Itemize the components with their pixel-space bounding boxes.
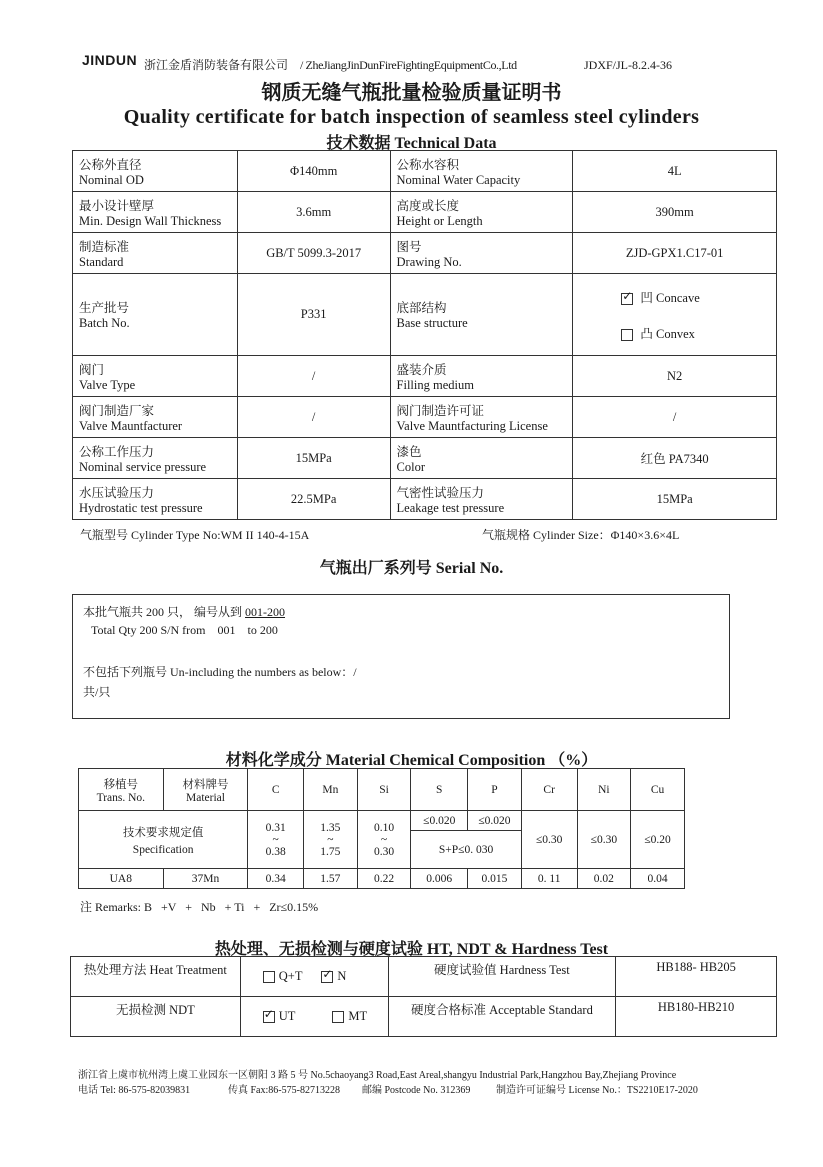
row-s: 0.006 bbox=[411, 869, 468, 889]
label-cn: 漆色 bbox=[396, 444, 422, 459]
label-en: Standard bbox=[79, 254, 124, 269]
title-en: Quality certificate for batch inspection of seamless steel cylinders bbox=[123, 106, 700, 128]
ht-title: 热处理、无损检测与硬度试验 HT, NDT & Hardness Test bbox=[214, 941, 609, 958]
serial-box bbox=[72, 594, 730, 719]
qt-option bbox=[263, 969, 303, 983]
serial-line-3: 不包括下列瓶号 Un-including the numbers as below：/ bbox=[83, 665, 357, 679]
tech-label-left bbox=[73, 151, 238, 192]
spec-si-min: 0.10 bbox=[373, 821, 395, 834]
tech-label-left bbox=[73, 397, 238, 438]
n-label: N bbox=[337, 969, 347, 983]
ndt-label: 无损检测 NDT bbox=[71, 997, 241, 1037]
tech-row bbox=[73, 438, 777, 479]
footer-tel: 电话 Tel: 86-575-82039831 bbox=[78, 1085, 191, 1096]
spec-c-tilde: ~ bbox=[272, 833, 279, 846]
label-cn: 公称水容积 bbox=[396, 157, 460, 172]
tech-label-right bbox=[390, 479, 573, 520]
tech-label-right bbox=[390, 356, 573, 397]
tech-value-left: / bbox=[237, 397, 390, 438]
ut-checkbox bbox=[263, 1011, 275, 1023]
serial-line-4: 共/只 bbox=[83, 685, 111, 699]
label-cn: 阀门 bbox=[79, 362, 105, 377]
qt-label: Q+T bbox=[278, 969, 303, 983]
tech-label-left bbox=[73, 479, 238, 520]
label-en: Filling medium bbox=[396, 377, 474, 392]
chem-title: 材料化学成分 Material Chemical Composition （%） bbox=[225, 752, 598, 769]
label-cn: 水压试验压力 bbox=[79, 485, 155, 500]
tech-value-left: GB/T 5099.3-2017 bbox=[237, 233, 390, 274]
header-cr: Cr bbox=[521, 769, 577, 811]
tech-row bbox=[73, 356, 777, 397]
convex-label: 凸 Convex bbox=[640, 326, 695, 341]
label-en: Valve Mauntfacturing License bbox=[396, 418, 548, 433]
tech-value-left: 3.6mm bbox=[237, 192, 390, 233]
label-cn: 底部结构 bbox=[396, 301, 447, 315]
spec-cn: 技术要求规定值 bbox=[122, 826, 204, 839]
label-en: Nominal Water Capacity bbox=[396, 172, 521, 187]
label-en: Drawing No. bbox=[396, 254, 462, 269]
spec-cr: ≤0.30 bbox=[521, 811, 577, 869]
convex-option bbox=[579, 324, 770, 342]
tech-value-right: 15MPa bbox=[573, 479, 777, 520]
spec-mn bbox=[304, 811, 358, 869]
tech-value-right: 红色 PA7340 bbox=[573, 438, 777, 479]
tech-value-right: 390mm bbox=[573, 192, 777, 233]
tech-row bbox=[73, 192, 777, 233]
acceptable-standard-value: HB180-HB210 bbox=[616, 997, 777, 1037]
label-cn: 最小设计壁厚 bbox=[79, 198, 155, 213]
spec-si bbox=[357, 811, 411, 869]
concave-option bbox=[579, 288, 770, 306]
tech-value-left: / bbox=[237, 356, 390, 397]
qt-checkbox bbox=[263, 971, 275, 983]
label-cn: 阀门制造厂家 bbox=[79, 403, 155, 418]
row-cr: 0. 11 bbox=[521, 869, 577, 889]
material-cn: 材料牌号 bbox=[182, 778, 229, 791]
spec-cu: ≤0.20 bbox=[631, 811, 685, 869]
label-en: Nominal OD bbox=[79, 172, 144, 187]
title-cn: 钢质无缝气瓶批量检验质量证明书 bbox=[261, 82, 562, 104]
spec-c-min: 0.31 bbox=[265, 821, 286, 834]
tech-label-left bbox=[73, 274, 238, 356]
label-en: Hydrostatic test pressure bbox=[79, 500, 203, 515]
company-logo: JINDUN bbox=[82, 52, 138, 68]
spec-c bbox=[248, 811, 304, 869]
spec-label bbox=[79, 811, 248, 869]
tech-value-left: P331 bbox=[237, 274, 390, 356]
header-ni: Ni bbox=[577, 769, 631, 811]
document-number: JDXF/JL-8.2.4-36 bbox=[584, 58, 673, 72]
spec-p: ≤0.020 bbox=[468, 811, 522, 831]
header-c: C bbox=[248, 769, 304, 811]
n-checkbox bbox=[321, 971, 333, 983]
label-cn: 公称工作压力 bbox=[79, 444, 155, 459]
spec-en: Specification bbox=[132, 843, 194, 856]
spec-mn-tilde: ~ bbox=[327, 833, 334, 846]
heat-treatment-options bbox=[240, 957, 388, 997]
spec-s: ≤0.020 bbox=[411, 811, 468, 831]
ht-table bbox=[70, 956, 777, 1037]
row-cu: 0.04 bbox=[631, 869, 685, 889]
spec-mn-max: 1.75 bbox=[320, 845, 341, 858]
n-option bbox=[321, 969, 346, 983]
label-en: Nominal service pressure bbox=[79, 459, 207, 474]
spec-si-max: 0.30 bbox=[373, 845, 395, 858]
label-cn: 阀门制造许可证 bbox=[396, 403, 485, 418]
row-si: 0.22 bbox=[357, 869, 411, 889]
tech-value-left: 22.5MPa bbox=[237, 479, 390, 520]
spec-mn-min: 1.35 bbox=[320, 821, 341, 834]
footer-fax: 传真 Fax:86-575-82713228 bbox=[228, 1085, 340, 1096]
tech-row bbox=[73, 151, 777, 192]
technical-data-title: 技术数据 Technical Data bbox=[326, 135, 497, 152]
label-en: Leakage test pressure bbox=[396, 500, 505, 515]
heat-treatment-label: 热处理方法 Heat Treatment bbox=[71, 957, 241, 997]
cylinder-type: 气瓶型号 Cylinder Type No:WM II 140-4-15A bbox=[80, 528, 310, 542]
footer-license: 制造许可证编号 License No.：TS2210E17-2020 bbox=[496, 1085, 698, 1096]
tech-row bbox=[73, 274, 777, 356]
header-si: Si bbox=[357, 769, 411, 811]
label-cn: 生产批号 bbox=[79, 301, 130, 315]
serial-qty-text: 本批气瓶共 200 只， 编号从到 bbox=[83, 605, 246, 619]
tech-label-right bbox=[390, 397, 573, 438]
remarks: 注 Remarks: B +V + Nb + Ti + Zr≤0.15% bbox=[80, 900, 319, 914]
tech-value-right: ZJD-GPX1.C17-01 bbox=[573, 233, 777, 274]
tech-value-right: / bbox=[573, 397, 777, 438]
ut-option bbox=[263, 1009, 295, 1023]
spec-s-plus-p: S+P≤0. 030 bbox=[411, 831, 521, 869]
chemical-table bbox=[78, 768, 685, 889]
footer-postcode: 邮编 Postcode No. 312369 bbox=[362, 1085, 471, 1096]
tech-row bbox=[73, 479, 777, 520]
mt-checkbox bbox=[332, 1011, 344, 1023]
serial-range: 001-200 bbox=[245, 605, 286, 619]
label-en: Color bbox=[396, 459, 426, 474]
header-material bbox=[163, 769, 248, 811]
tech-label-right bbox=[390, 192, 573, 233]
tech-label-right bbox=[390, 438, 573, 479]
label-en: Min. Design Wall Thickness bbox=[79, 213, 222, 228]
row-c: 0.34 bbox=[248, 869, 304, 889]
header-cu: Cu bbox=[631, 769, 685, 811]
row-mn: 1.57 bbox=[304, 869, 358, 889]
trans-en: Trans. No. bbox=[96, 791, 146, 804]
spec-si-tilde: ~ bbox=[380, 833, 388, 846]
row-p: 0.015 bbox=[468, 869, 522, 889]
serial-line-1 bbox=[83, 603, 285, 620]
label-en: Batch No. bbox=[79, 316, 130, 330]
tech-label-right bbox=[390, 151, 573, 192]
label-cn: 图号 bbox=[396, 239, 422, 254]
spec-c-max: 0.38 bbox=[265, 845, 286, 858]
row-material: 37Mn bbox=[163, 869, 248, 889]
company-name-en: / ZheJiangJinDunFireFightingEquipmentCo.,Ltd bbox=[300, 58, 517, 72]
row-trans-no: UA8 bbox=[79, 869, 164, 889]
tech-label-left bbox=[73, 438, 238, 479]
tech-value-right: 4L bbox=[573, 151, 777, 192]
serial-title: 气瓶出厂系列号 Serial No. bbox=[319, 560, 504, 577]
header-mn: Mn bbox=[304, 769, 358, 811]
trans-cn: 移植号 bbox=[103, 778, 139, 791]
tech-label-left bbox=[73, 192, 238, 233]
tech-label-right bbox=[390, 274, 573, 356]
header-trans-no bbox=[79, 769, 164, 811]
mt-label: MT bbox=[348, 1009, 368, 1023]
serial-line-2: Total Qty 200 S/N from 001 to 200 bbox=[91, 623, 278, 637]
company-name-cn: 浙江金盾消防装备有限公司 bbox=[144, 58, 289, 72]
spec-ni: ≤0.30 bbox=[577, 811, 631, 869]
mt-option bbox=[332, 1009, 367, 1023]
tech-value-right: N2 bbox=[573, 356, 777, 397]
ut-label: UT bbox=[278, 1009, 296, 1023]
label-en: Valve Type bbox=[79, 377, 136, 392]
label-cn: 气密性试验压力 bbox=[396, 485, 485, 500]
label-cn: 制造标准 bbox=[79, 239, 130, 254]
tech-row bbox=[73, 233, 777, 274]
label-cn: 高度或长度 bbox=[396, 198, 460, 213]
header-s: S bbox=[411, 769, 468, 811]
row-ni: 0.02 bbox=[577, 869, 631, 889]
hardness-test-value: HB188- HB205 bbox=[616, 957, 777, 997]
ndt-options bbox=[240, 997, 388, 1037]
label-en: Valve Mauntfacturer bbox=[79, 418, 183, 433]
tech-value-left: Φ140mm bbox=[237, 151, 390, 192]
tech-label-right bbox=[390, 233, 573, 274]
label-cn: 公称外直径 bbox=[79, 157, 142, 172]
convex-checkbox bbox=[621, 329, 633, 341]
header-p: P bbox=[468, 769, 522, 811]
tech-label-left bbox=[73, 356, 238, 397]
technical-data-table bbox=[72, 150, 777, 520]
hardness-test-label: 硬度试验值 Hardness Test bbox=[388, 957, 616, 997]
tech-label-left bbox=[73, 233, 238, 274]
concave-label: 凹 Concave bbox=[640, 290, 700, 305]
footer-address: 浙江省上虞市杭州湾上虞工业园东一区朝阳 3 路 5 号 No.5chaoyang3 Road,East Areal,shangyu Industrial Park,Hangzhou Bay,Zhejiang Province bbox=[78, 1070, 677, 1081]
label-en: Height or Length bbox=[396, 213, 483, 228]
tech-row bbox=[73, 397, 777, 438]
tech-value-right bbox=[573, 274, 777, 356]
label-en: Base structure bbox=[396, 316, 468, 330]
cylinder-size: 气瓶规格 Cylinder Size：Φ140×3.6×4L bbox=[482, 528, 680, 542]
concave-checkbox bbox=[621, 293, 633, 305]
label-cn: 盛装介质 bbox=[396, 362, 447, 377]
acceptable-standard-label: 硬度合格标准 Acceptable Standard bbox=[388, 997, 616, 1037]
material-en: Material bbox=[185, 791, 225, 804]
tech-value-left: 15MPa bbox=[237, 438, 390, 479]
